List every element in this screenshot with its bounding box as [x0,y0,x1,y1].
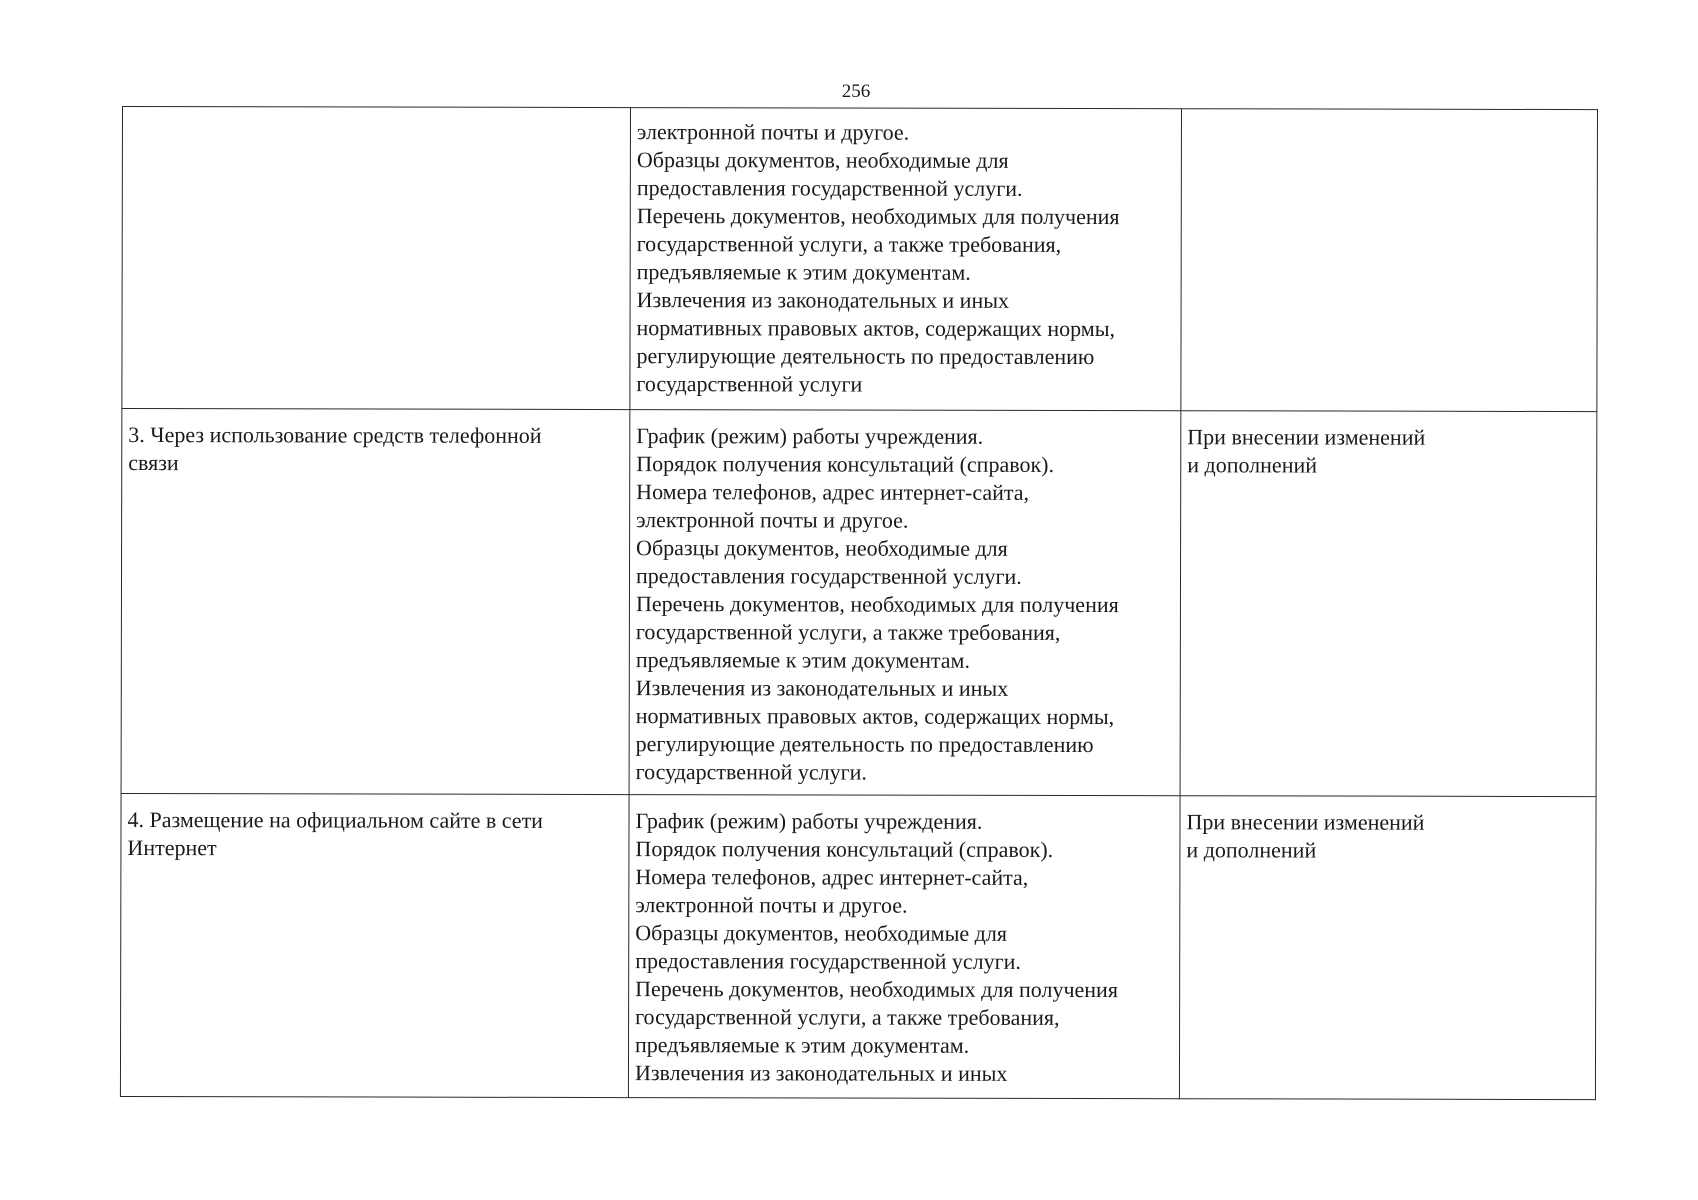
info-line: государственной услуги [636,371,863,397]
info-line: предъявляемые к этим документам. [635,1032,970,1058]
method-cell [121,409,630,795]
info-line: предъявляемые к этим документам. [635,647,970,673]
info-line: Извлечения из законодательных и иных [634,1060,1008,1086]
info-cell [629,410,1181,796]
update-line: и дополнений [1187,452,1318,478]
info-line: государственной услуги, а также требования, [635,619,1061,645]
info-line: Извлечения из законодательных и иных [636,287,1010,313]
info-line: предоставления государственной услуги. [635,563,1022,589]
info-line: Перечень документов, необходимых для получения [635,976,1118,1003]
table-row [120,793,1596,1099]
info-cell [628,795,1180,1099]
info-cell [630,108,1182,411]
method-line: Интернет [127,835,217,861]
info-line: государственной услуги, а также требования, [636,231,1062,257]
info-line: Образцы документов, необходимые для [636,535,1008,561]
info-line: Порядок получения консультаций (справок). [635,836,1054,862]
info-line: электронной почты и другое. [636,119,910,145]
update-line: При внесении изменений [1187,424,1426,450]
update-line: и дополнений [1186,837,1317,863]
info-line: предъявляемые к этим документам. [636,259,971,285]
info-line: График (режим) работы учреждения. [636,423,984,449]
info-line: регулирующие деятельность по предоставлению [636,343,1095,370]
info-line: предоставления государственной услуги. [635,948,1021,974]
info-line: регулирующие деятельность по предоставлению [635,731,1094,758]
method-cell [122,107,631,410]
update-line: При внесении изменений [1186,809,1425,835]
update-cell [1180,411,1597,797]
info-line: Номера телефонов, адрес интернет-сайта, [635,864,1029,890]
info-line: Образцы документов, необходимые для [636,147,1009,173]
info-line: График (режим) работы учреждения. [635,808,983,834]
method-line: 4. Размещение на официальном сайте в сети [127,807,543,833]
method-line: 3. Через использование средств телефонной [128,422,542,448]
info-line: Перечень документов, необходимых для получения [636,203,1120,230]
info-line: Порядок получения консультаций (справок). [636,451,1055,477]
update-cell [1181,109,1598,412]
info-line: предоставления государственной услуги. [636,175,1023,201]
info-line: нормативных правовых актов, содержащих нормы, [636,315,1116,342]
update-cell [1179,796,1596,1100]
page-number: 256 [841,81,871,102]
info-line: Образцы документов, необходимые для [635,920,1007,946]
info-line: Номера телефонов, адрес интернет-сайта, [636,479,1030,505]
info-line: государственной услуги, а также требования, [635,1004,1060,1030]
info-line: Извлечения из законодательных и иных [635,675,1009,701]
method-line: связи [128,450,179,476]
info-line: Перечень документов, необходимых для получения [635,591,1119,618]
document-table [120,106,1598,1100]
table-row [122,107,1598,412]
method-cell [120,793,629,1097]
table-row [121,409,1597,797]
info-line: электронной почты и другое. [636,507,909,533]
info-line: государственной услуги. [635,759,867,785]
info-line: нормативных правовых актов, содержащих нормы, [635,703,1115,730]
info-line: электронной почты и другое. [635,892,908,918]
